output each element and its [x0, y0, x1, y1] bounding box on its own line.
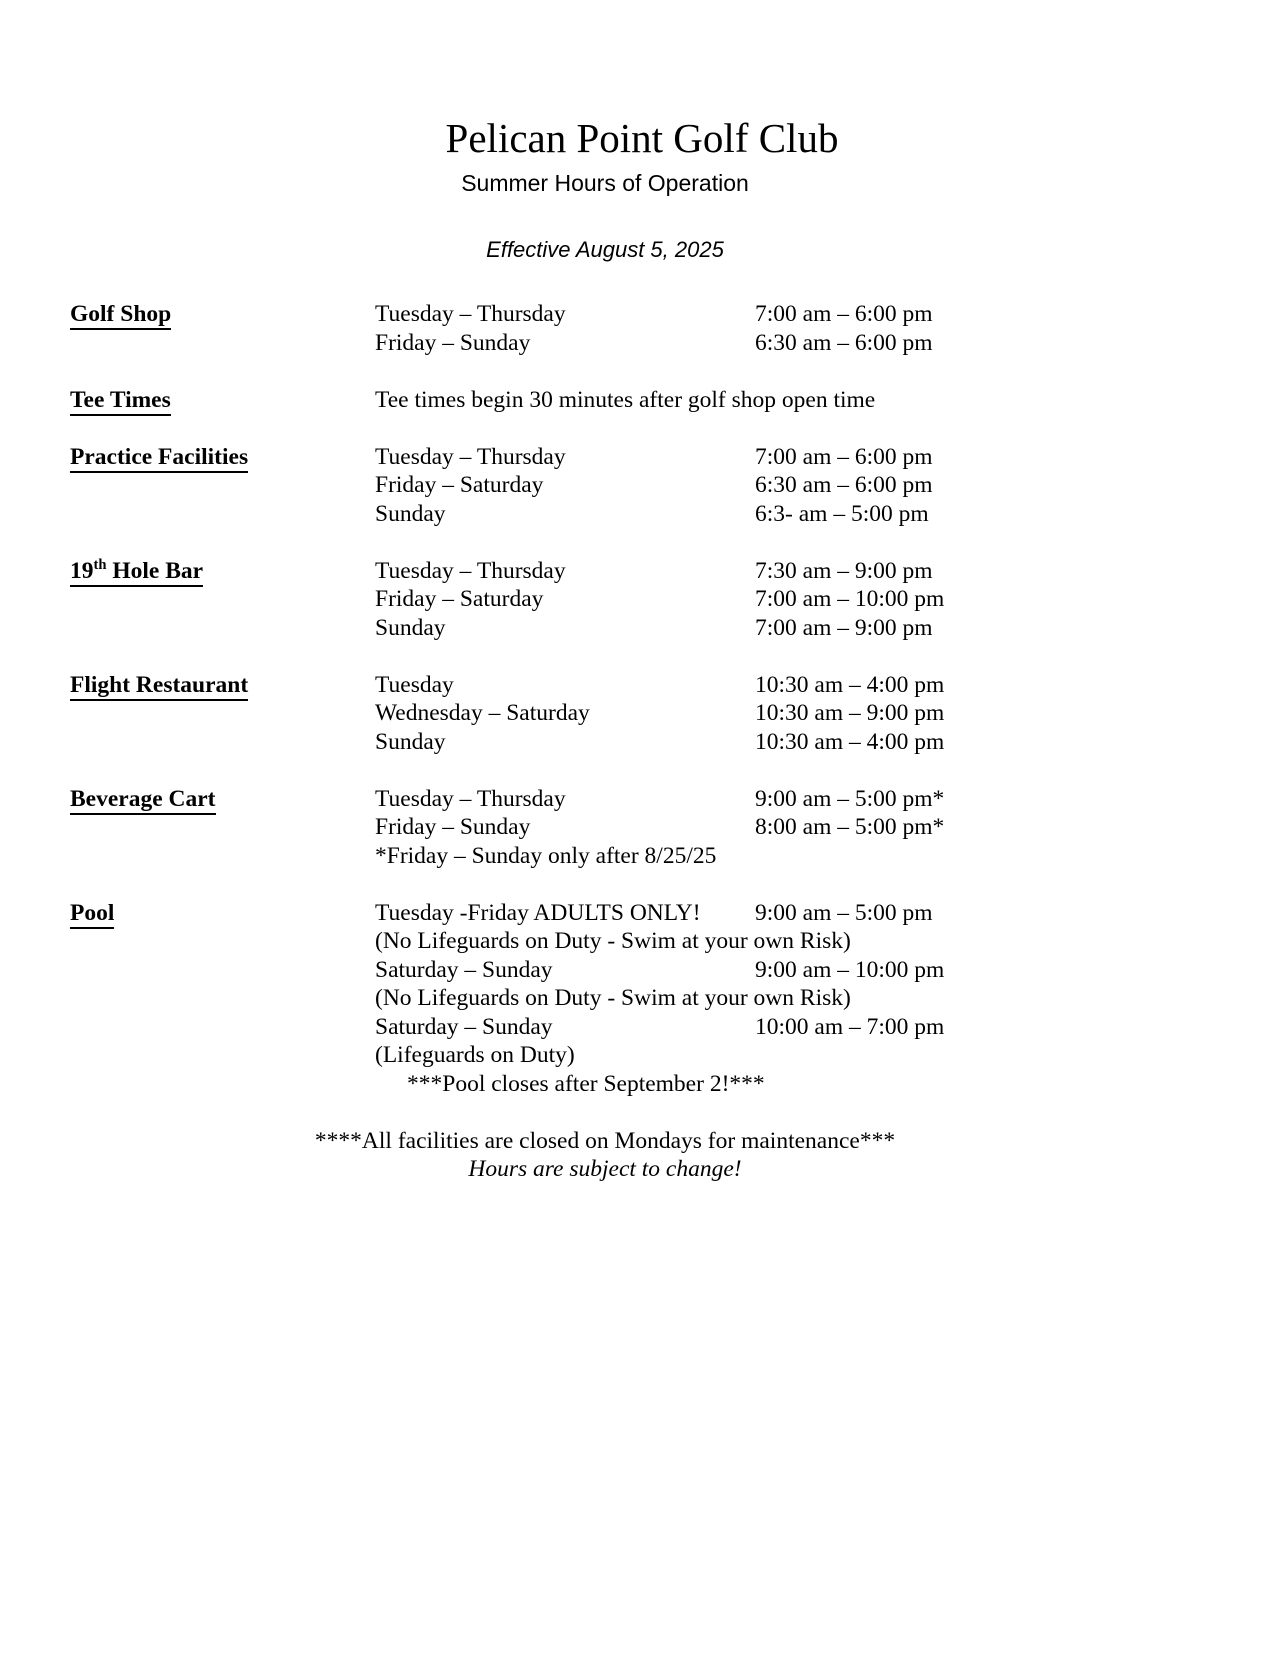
time-label: 7:00 am – 6:00 pm: [755, 301, 933, 327]
days-label: Tuesday – Thursday: [375, 785, 566, 812]
days-label: Friday – Saturday: [375, 472, 544, 498]
hours-row: [375, 1013, 1284, 1042]
hours-row: [375, 899, 1284, 928]
hours-row: [375, 500, 1284, 529]
hours-row: [375, 557, 1284, 586]
hours-row: [375, 300, 1284, 329]
days-label: Tee times begin 30 minutes after golf shop open time: [375, 386, 876, 413]
time-label: 10:30 am – 9:00 pm: [755, 700, 945, 726]
days-label: Tuesday – Thursday: [375, 301, 566, 327]
days-label: ***Pool closes after September 2!***: [407, 1070, 765, 1097]
section-tee-times: [70, 386, 1284, 415]
hours-row: [375, 699, 1284, 728]
hours-row: [375, 785, 1284, 814]
hours-row: [375, 329, 1284, 358]
days-label: Tuesday -Friday ADULTS ONLY!: [375, 899, 701, 926]
section-heading-pool: Pool: [70, 899, 375, 1099]
hours-row: [375, 1070, 1284, 1099]
hours-change-note: Hours are subject to change!: [468, 1156, 742, 1182]
days-label: Tuesday – Thursday: [375, 443, 566, 470]
hours-row: [375, 927, 1284, 956]
time-label: 7:30 am – 9:00 pm: [755, 557, 933, 584]
effective-date: Effective August 5, 2025: [486, 237, 724, 262]
page-title: Pelican Point Golf Club: [445, 115, 839, 161]
hours-row: [375, 614, 1284, 643]
time-label: 7:00 am – 10:00 pm: [755, 586, 945, 612]
time-label: 6:30 am – 6:00 pm: [755, 472, 933, 498]
time-label: 10:30 am – 4:00 pm: [755, 671, 945, 698]
time-label: 7:00 am – 6:00 pm: [755, 443, 933, 470]
days-label: Sunday: [375, 500, 446, 527]
days-label: Friday – Saturday: [375, 586, 544, 612]
days-label: Friday – Sunday: [375, 814, 531, 840]
footer: [70, 1127, 1140, 1184]
hours-row: [375, 984, 1284, 1013]
time-label: 10:30 am – 4:00 pm: [755, 728, 945, 755]
section-heading-beverage-cart: Beverage Cart: [70, 785, 375, 871]
days-label: (Lifeguards on Duty): [375, 1042, 575, 1068]
time-label: 9:00 am – 5:00 pm: [755, 899, 933, 926]
time-label: 6:30 am – 6:00 pm: [755, 329, 933, 356]
hours-sections: [70, 300, 1284, 1098]
section-heading-practice-facilities: Practice Facilities: [70, 443, 375, 529]
days-label: *Friday – Sunday only after 8/25/25: [375, 842, 717, 869]
hours-row: [375, 842, 1284, 871]
section-golf-shop: [70, 300, 1284, 357]
hours-row: [375, 1041, 1284, 1070]
days-label: Saturday – Sunday: [375, 956, 553, 983]
subtitle: Summer Hours of Operation: [461, 170, 749, 196]
section-heading-tee-times: Tee Times: [70, 386, 375, 415]
section-beverage-cart: [70, 785, 1284, 871]
hours-row: [375, 671, 1284, 700]
time-label: 9:00 am – 10:00 pm: [755, 956, 945, 983]
maintenance-note: ****All facilities are closed on Mondays for maintenance***: [314, 1127, 896, 1154]
days-label: Sunday: [375, 614, 446, 641]
section-pool: [70, 899, 1284, 1099]
days-label: (No Lifeguards on Duty - Swim at your own Risk): [375, 928, 851, 954]
time-label: 7:00 am – 9:00 pm: [755, 614, 933, 641]
section-heading-flight-restaurant: Flight Restaurant: [70, 671, 375, 757]
days-label: (No Lifeguards on Duty - Swim at your own Risk): [375, 985, 851, 1011]
section-flight-restaurant: [70, 671, 1284, 757]
days-label: Friday – Sunday: [375, 329, 531, 356]
days-label: Saturday – Sunday: [375, 1013, 553, 1040]
hours-row: [375, 728, 1284, 757]
section-practice-facilities: [70, 443, 1284, 529]
section-heading-19th-hole-bar: 19th Hole Bar: [70, 557, 375, 643]
section-heading-golf-shop: Golf Shop: [70, 300, 375, 357]
days-label: Tuesday: [375, 671, 454, 698]
section-19th-hole-bar: [70, 557, 1284, 643]
hours-row: [375, 585, 1284, 614]
time-label: 9:00 am – 5:00 pm*: [755, 785, 945, 812]
hours-row: [375, 386, 1284, 415]
days-label: Sunday: [375, 728, 446, 755]
time-label: 10:00 am – 7:00 pm: [755, 1013, 945, 1040]
days-label: Wednesday – Saturday: [375, 700, 590, 726]
hours-row: [375, 443, 1284, 472]
hours-row: [375, 471, 1284, 500]
time-label: 6:3- am – 5:00 pm: [755, 500, 929, 527]
time-label: 8:00 am – 5:00 pm*: [755, 814, 945, 840]
hours-row: [375, 813, 1284, 842]
days-label: Tuesday – Thursday: [375, 557, 566, 584]
hours-row: [375, 956, 1284, 985]
